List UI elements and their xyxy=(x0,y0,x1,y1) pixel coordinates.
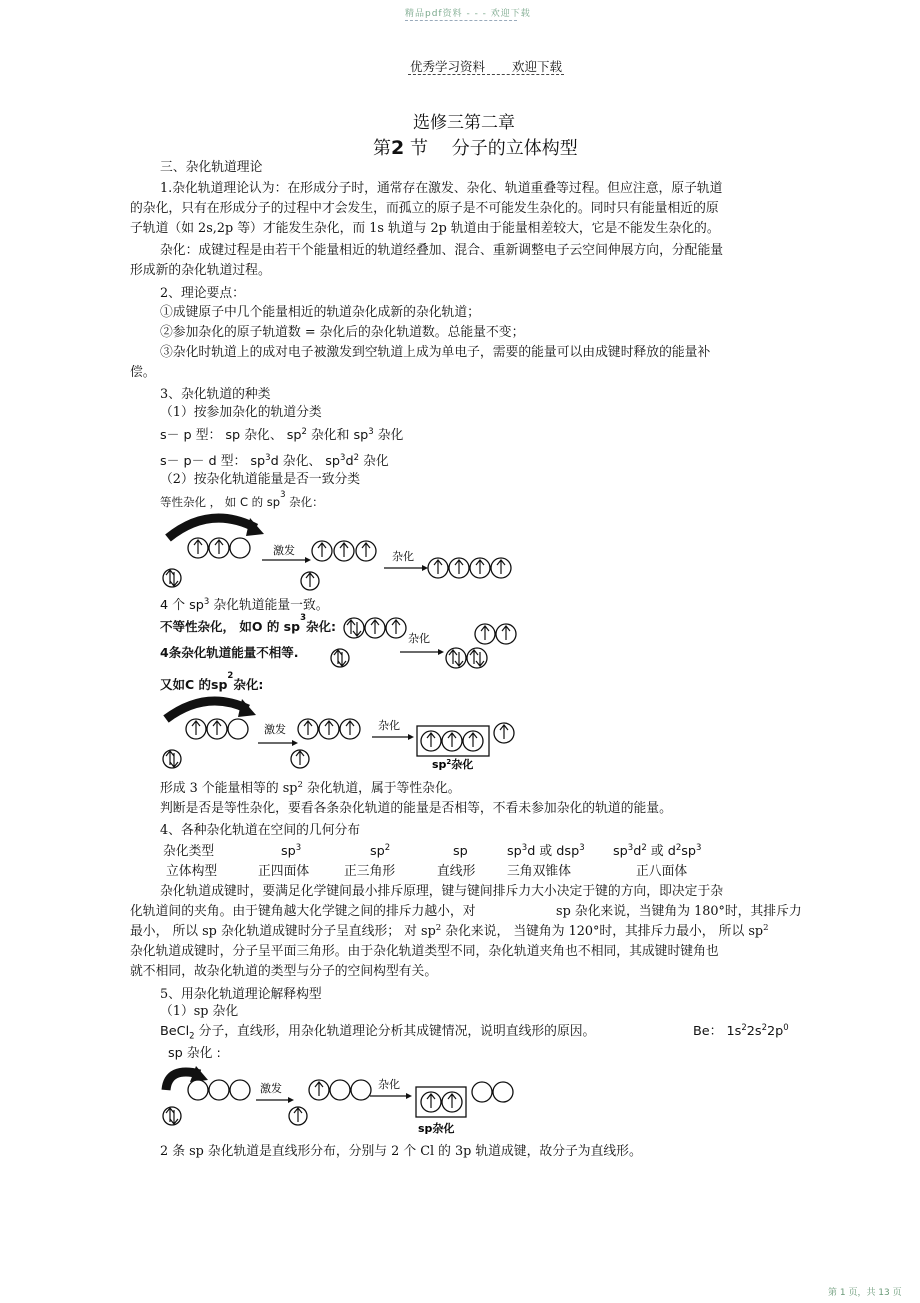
c-sp2-label: 又如C 的$sp^2$杂化: xyxy=(160,671,264,692)
subheading: （2）按杂化轨道能量是否一致分类 xyxy=(160,472,361,487)
paragraph-line: 就不相同，故杂化轨道的类型与分子的空间构型有关。 xyxy=(130,964,438,979)
diagram-o-sp3 xyxy=(320,612,530,672)
svg-text:激发: 激发 xyxy=(264,723,286,736)
header-divider xyxy=(408,74,564,75)
table-cell: 直线形 xyxy=(437,864,476,879)
svg-text:杂化: 杂化 xyxy=(408,632,430,645)
svg-text:杂化: 杂化 xyxy=(378,1078,400,1091)
table-cell: 立体构型 xyxy=(166,864,218,879)
paragraph-line: 化轨道间的夹角。由于键角越大化学键之间的排斥力越小，对 xyxy=(130,904,476,919)
table-cell: 杂化类型 xyxy=(163,844,215,859)
four-orbitals-note: 4 个 $sp^3$ 杂化轨道能量一致。 xyxy=(160,597,329,613)
diagram-be-sp xyxy=(160,1060,525,1140)
table-cell: $sp^3$ xyxy=(281,843,302,859)
svg-text:激发: 激发 xyxy=(260,1082,282,1095)
section-heading: 4、各种杂化轨道在空间的几何分布 xyxy=(160,823,361,838)
paragraph-line: 子轨道（如 2s,2p 等）才能发生杂化，而 1s 轨道与 2p 轨道由于能量相差较大，它是不能发生杂化的。 xyxy=(130,221,720,236)
spd-types-line: s－ p－ d 型： $sp^3d$ 杂化、 $sp^3d^2$ 杂化 xyxy=(160,453,389,469)
paragraph-line: 1.杂化轨道理论认为：在形成分子时，通常存在激发、杂化、轨道重叠等过程。但应注意，原子轨道 xyxy=(160,181,723,196)
sp-hybrid-label: sp 杂化 : xyxy=(168,1046,221,1061)
section-heading: 5、用杂化轨道理论解释构型 xyxy=(160,987,322,1002)
svg-text:sp2杂化: $sp^2$杂化 xyxy=(432,758,474,771)
paragraph-line: 杂化轨道成键时，要满足化学键间最小排斥原理，键与键间排斥力大小决定于键的方向，即决定于杂 xyxy=(160,884,724,899)
subheading: （1）按参加杂化的轨道分类 xyxy=(160,405,322,420)
page-number: 第 1 页，共 13 页 xyxy=(828,1288,902,1298)
header-right: 欢迎下载 xyxy=(512,59,563,74)
paragraph-line: 最小， 所以 sp 杂化轨道成键时分子呈直线形； 对 $sp^2$ 杂化来说， 当键角为 120°时，其排斥力最小， 所以 $sp^2$ xyxy=(130,923,769,939)
watermark-text: 精品pdf资料 - - - 欢迎下载 xyxy=(405,9,531,19)
svg-text:杂化: 杂化 xyxy=(392,550,414,563)
diagram-c-sp2 xyxy=(160,693,530,773)
list-item: ①成键原子中几个能量相近的轨道杂化成新的杂化轨道； xyxy=(160,305,480,320)
title-section: 第2 节 分子的立体构型 xyxy=(373,137,578,159)
unequal-hybrid-label: 不等性杂化， 如O 的 $sp^3$杂化: xyxy=(160,613,336,634)
unequal-energy-note: 4条杂化轨道能量不相等. xyxy=(160,645,299,660)
list-item-cont: 偿。 xyxy=(130,365,156,380)
diagram-c-sp3 xyxy=(160,510,540,595)
paragraph-line: 的杂化，只有在形成分子的过程中才会发生，而孤立的原子是不可能发生杂化的。同时只有能量相近的原 xyxy=(130,201,719,216)
list-item: ②参加杂化的原子轨道数 = 杂化后的杂化轨道数。总能量不变； xyxy=(160,325,525,340)
be-configuration: Be： $1s^22s^22p^0$ xyxy=(693,1023,789,1039)
title-chapter: 选修三第二章 xyxy=(413,113,515,133)
equal-hybrid-label: 等性杂化 ， 如 C 的 $sp^3$ 杂化： xyxy=(160,490,324,509)
paragraph-line: 杂化：成键过程是由若干个能量相近的轨道经叠加、混合、重新调整电子云空间伸展方向，分配能量 xyxy=(160,243,724,258)
conclusion-line: 2 条 sp 杂化轨道是直线形分布，分别与 2 个 Cl 的 3p 轨道成键，故分子为直线形。 xyxy=(160,1144,642,1159)
svg-text:sp杂化: sp杂化 xyxy=(418,1122,455,1135)
paragraph-line: 形成新的杂化轨道过程。 xyxy=(130,263,271,278)
table-cell: 正四面体 xyxy=(258,864,310,879)
paragraph-line: 判断是否是等性杂化，要看各条杂化轨道的能量是否相等，不看未参加杂化的轨道的能量。 xyxy=(160,801,672,816)
section-heading: 三、杂化轨道理论 xyxy=(160,160,263,175)
becl2-question: BeCl$_2$ 分子，直线形，用杂化轨道理论分析其成键情况，说明直线形的原因。 xyxy=(160,1024,596,1042)
watermark-divider xyxy=(405,20,517,21)
subheading: （1）sp 杂化 xyxy=(160,1004,239,1019)
table-cell: sp xyxy=(453,844,468,859)
table-cell: $sp^2$ xyxy=(370,843,391,859)
table-cell: 正三角形 xyxy=(344,864,396,879)
paragraph-line: 杂化轨道成键时，分子呈平面三角形。由于杂化轨道类型不同，杂化轨道夹角也不相同，其成键时键角也 xyxy=(130,944,719,959)
section-heading: 3、杂化轨道的种类 xyxy=(160,387,271,402)
svg-text:激发: 激发 xyxy=(273,544,295,557)
svg-text:杂化: 杂化 xyxy=(378,719,400,732)
paragraph-line: 形成 3 个能量相等的 $sp^2$ 杂化轨道，属于等性杂化。 xyxy=(160,780,461,796)
table-cell: 正八面体 xyxy=(636,864,688,879)
excite-arrow-curve xyxy=(168,518,256,538)
list-item: ③杂化时轨道上的成对电子被激发到空轨道上成为单电子，需要的能量可以由成键时释放的能量补 xyxy=(160,345,711,360)
paragraph-line: sp 杂化来说，当键角为 180°时，其排斥力 xyxy=(556,904,802,919)
table-cell: $sp^3d^2$ 或 $d^2sp^3$ xyxy=(613,843,702,859)
header-left: 优秀学习资料 xyxy=(410,59,486,74)
table-cell: 三角双锥体 xyxy=(507,864,571,879)
sp-types-line: s－ p 型： sp 杂化、 $sp^2$ 杂化和 $sp^3$ 杂化 xyxy=(160,427,404,443)
table-cell: $sp^3d$ 或 dsp$^3$ xyxy=(507,843,585,859)
section-heading: 2、理论要点： xyxy=(160,286,245,301)
